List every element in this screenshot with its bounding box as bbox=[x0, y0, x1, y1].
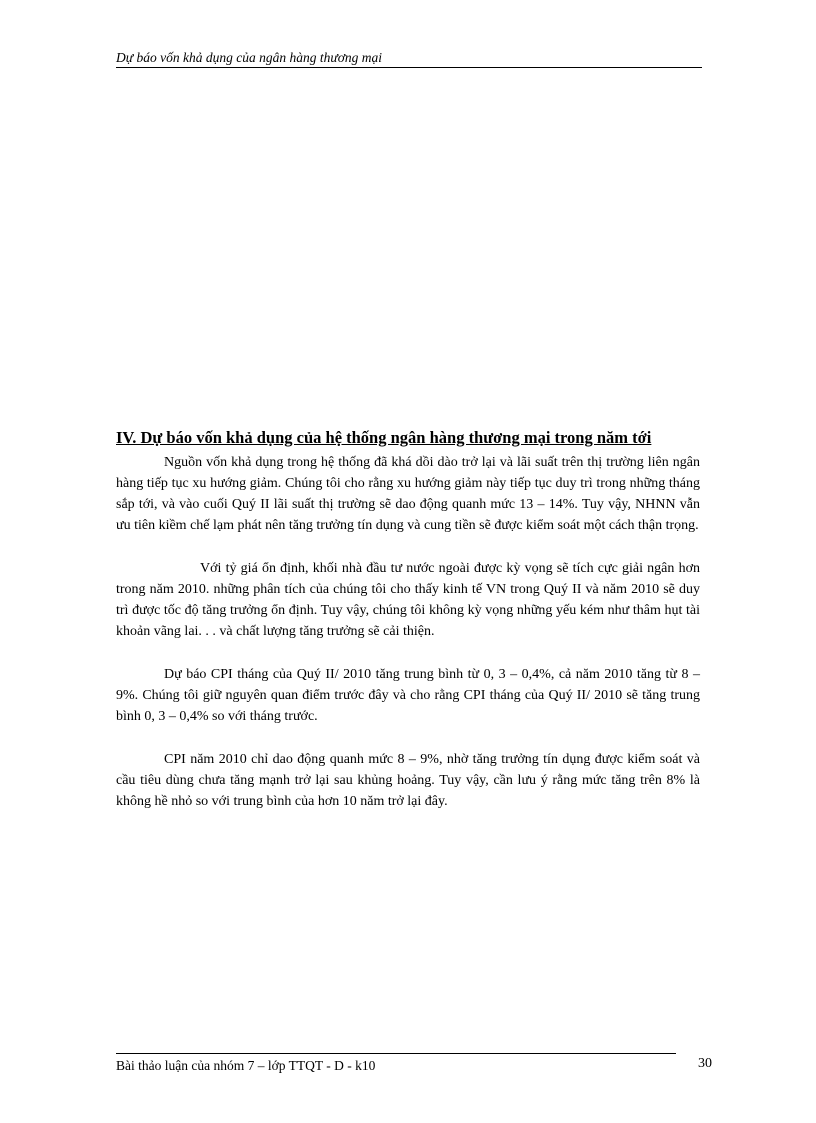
footer-divider bbox=[116, 1053, 676, 1054]
paragraph-liquidity: Nguồn vốn khả dụng trong hệ thống đã khá dồi dào trở lại và lãi suất trên thị trường liên ngân hàng tiếp tục xu hướng giảm. Chúng tôi cho rằng xu hướng giảm này tiếp tục duy trì trong những tháng sắp tới, và vào cuối Quý II lãi suất thị trường sẽ dao động quanh mức 13 – 14%. Tuy vậy, NHNN vẫn ưu tiên kiềm chế lạm phát nên tăng trưởng tín dụng và cung tiền sẽ được kiểm soát một cách thận trọng. bbox=[116, 455, 700, 533]
paragraph-exchange-rate: Với tỷ giá ổn định, khối nhà đầu tư nước ngoài được kỳ vọng sẽ tích cực giải ngân hơn trong năm 2010. những phân tích của chúng tôi cho thấy kinh tế VN trong Quý II và năm 2010 sẽ duy trì được tốc độ tăng trưởng ổn định. Tuy vậy, chúng tôi không kỳ vọng những yếu kém như thâm hụt tài khoản vãng lai. . . và chất lượng tăng trưởng sẽ cải thiện. bbox=[116, 561, 700, 639]
paragraph-cpi-annual: CPI năm 2010 chỉ dao động quanh mức 8 – 9%, nhờ tăng trưởng tín dụng được kiểm soát và cầu tiêu dùng chưa tăng mạnh trở lại sau khủng hoảng. Tuy vậy, cần lưu ý rằng mức tăng trên 8% là không hề nhỏ so với trung bình của hơn 10 năm trở lại đây. bbox=[116, 752, 700, 809]
section-body bbox=[116, 428, 700, 834]
running-header: Dự báo vốn khả dụng của ngân hàng thương mại bbox=[116, 50, 702, 68]
footer-text: Bài thảo luận của nhóm 7 – lớp TTQT - D - k10 bbox=[116, 1058, 376, 1073]
section-title: IV. Dự báo vốn khả dụng của hệ thống ngân hàng thương mại trong năm tới bbox=[116, 428, 652, 447]
paragraph-cpi-forecast: Dự báo CPI tháng của Quý II/ 2010 tăng trung bình từ 0, 3 – 0,4%, cả năm 2010 tăng từ 8 – 9%. Chúng tôi giữ nguyên quan điểm trước đây và cho rằng CPI tháng của Quý II/ 2010 sẽ tăng trung bình 0, 3 – 0,4% so với tháng trước. bbox=[116, 667, 700, 724]
page-number: 30 bbox=[698, 1056, 712, 1071]
